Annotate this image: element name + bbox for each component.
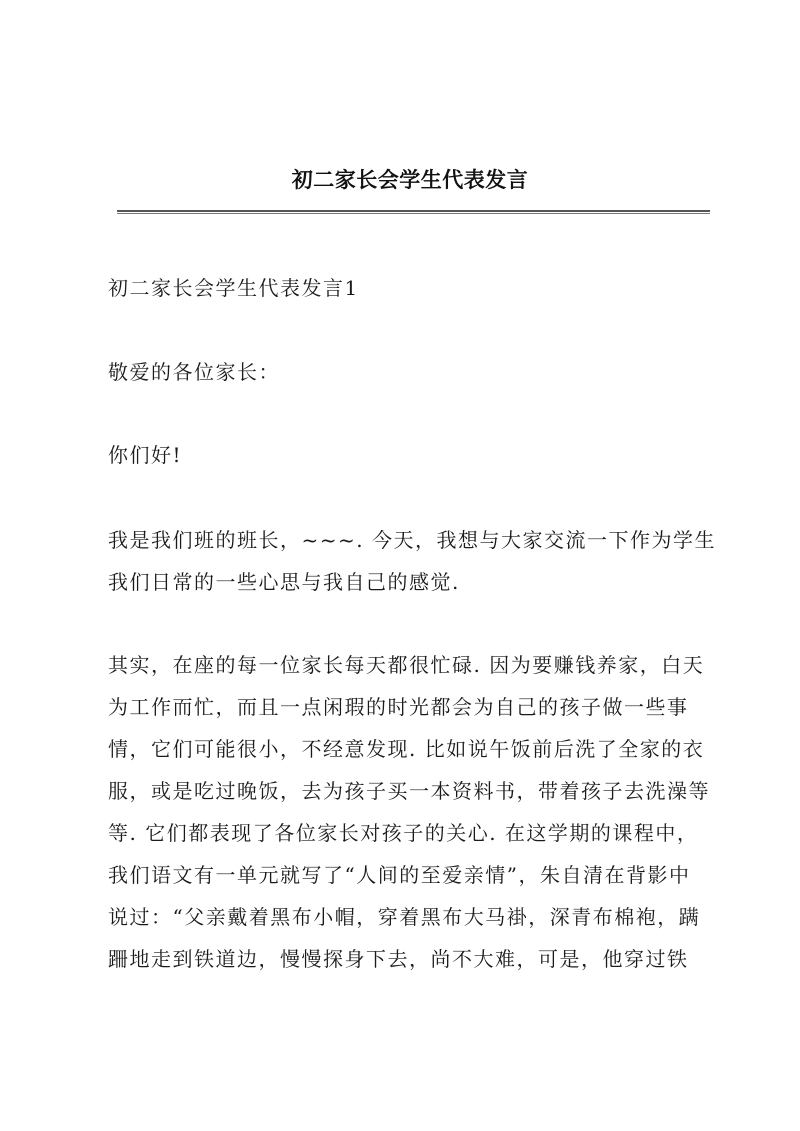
section-heading: 初二家长会学生代表发言1 [108,276,359,300]
paragraph-2-line: 为工作而忙，而且一点闲瑕的时光都会为自己的孩子做一些事 [108,695,689,719]
paragraph-2-line: 服，或是吃过晚饭，去为孩子买一本资料书，带着孩子去洗澡等 [108,779,710,803]
paragraph-2-line: 等. 它们都表现了各位家长对孩子的关心. 在这学期的课程中， [108,821,699,845]
paragraph-2-line: 我们语文有一单元就写了“人间的至爱亲情”，朱自清在背影中 [108,863,691,887]
title-divider [117,210,710,214]
document-title: 初二家长会学生代表发言 [291,167,529,192]
paragraph-2-line: 跚地走到铁道边，慢慢探身下去，尚不大难，可是，他穿过铁 [108,947,689,971]
paragraph-2-line: 说过：“父亲戴着黑布小帽，穿着黑布大马褂，深青布棉袍，蹒 [108,905,701,929]
paragraph-1-line: 我是我们班的班长，~~~. 今天，我想与大家交流一下作为学生 [108,528,716,552]
greeting: 你们好! [108,443,183,467]
paragraph-2-line: 其实，在座的每一位家长每天都很忙碌. 因为要赚钱养家，白天 [108,653,705,677]
paragraph-1-line: 我们日常的一些心思与我自己的感觉. [108,570,460,594]
paragraph-2-line: 情，它们可能很小，不经意发现. 比如说午饭前后洗了全家的衣 [108,737,705,761]
salutation: 敬爱的各位家长： [108,360,280,384]
